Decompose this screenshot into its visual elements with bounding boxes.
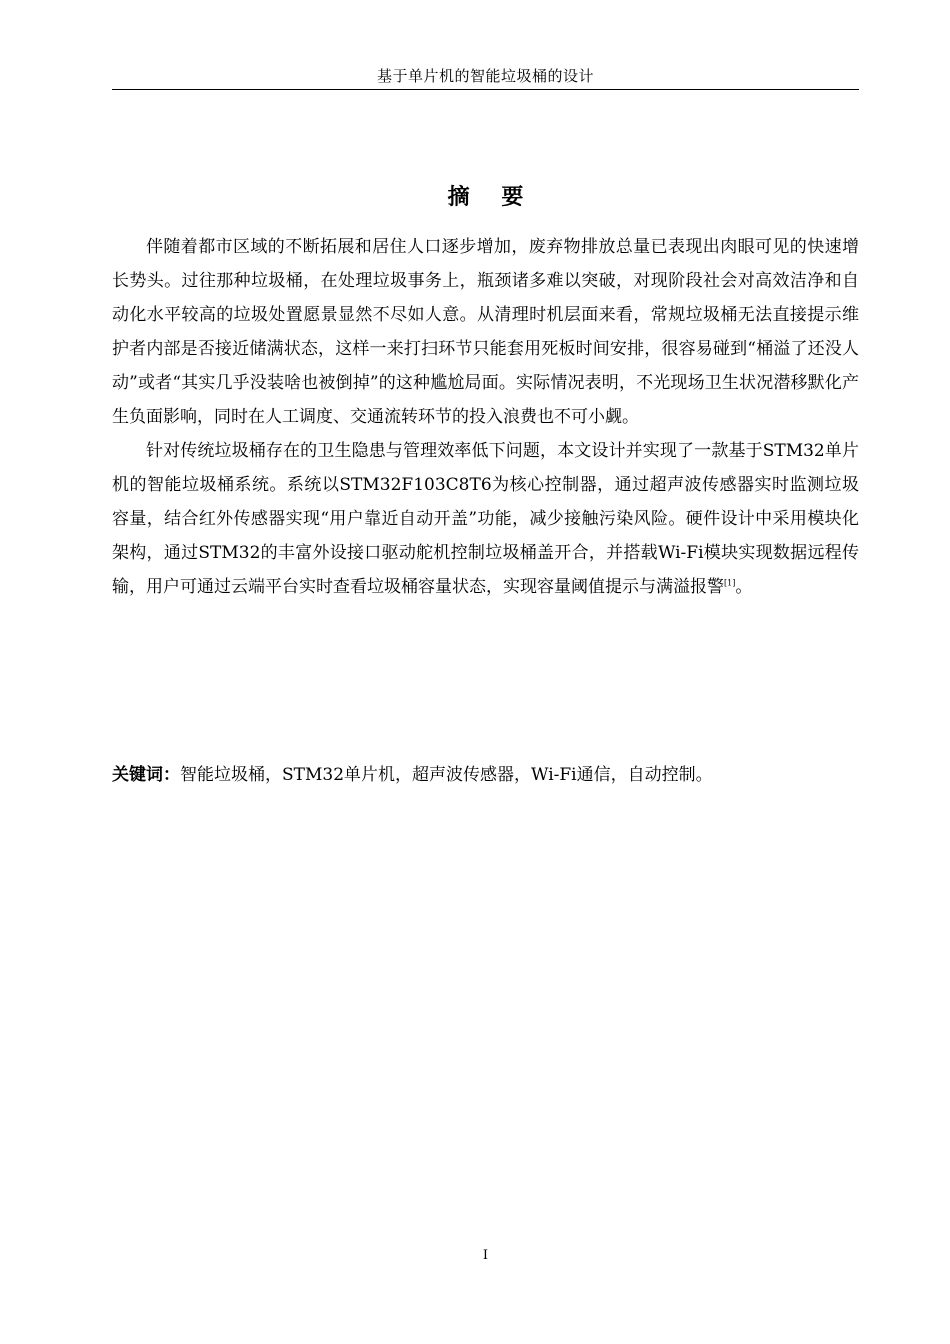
header-rule — [112, 89, 859, 90]
citation-reference: [1] — [724, 578, 736, 588]
keywords-text: 智能垃圾桶，STM32单片机，超声波传感器，Wi-Fi通信，自动控制。 — [180, 765, 713, 785]
abstract-paragraph-2 — [112, 434, 859, 604]
abstract-heading: 摘 要 — [447, 185, 536, 210]
keywords-label: 关键词： — [112, 765, 180, 785]
page-number: I — [482, 1248, 489, 1263]
keywords-line — [112, 762, 859, 788]
abstract-paragraph-1 — [112, 230, 859, 434]
abstract-body — [112, 230, 859, 604]
abstract-paragraph-2-text: 针对传统垃圾桶存在的卫生隐患与管理效率低下问题，本文设计并实现了一款基于STM32单片机的智能垃圾桶系统。系统以STM32F103C8T6为核心控制器，通过超声波传感器实时监测垃圾容量，结合红外传感器实现“用户靠近自动开盖”功能，减少接触污染风险。硬件设计中采用模块化架构，通过STM32的丰富外设接口驱动舵机控制垃圾桶盖开合，并搭载Wi-Fi模块实现数据远程传输，用户可通过云端平台实时查看垃圾桶容量状态，实现容量阈值提示与满溢报警 — [112, 441, 859, 597]
abstract-paragraph-2-end: 。 — [735, 577, 753, 597]
running-header: 基于单片机的智能垃圾桶的设计 — [376, 67, 594, 85]
abstract-paragraph-1-text: 伴随着都市区域的不断拓展和居住人口逐步增加，废弃物排放总量已表现出肉眼可见的快速增长势头。过往那种垃圾桶，在处理垃圾事务上，瓶颈诸多难以突破，对现阶段社会对高效洁净和自动化水平较高的垃圾处置愿景显然不尽如人意。从清理时机层面来看，常规垃圾桶无法直接提示维护者内部是否接近储满状态，这样一来打扫环节只能套用死板时间安排，很容易碰到“桶溢了还没人动”或者“其实几乎没装啥也被倒掉”的这种尴尬局面。实际情况表明，不光现场卫生状况潜移默化产生负面影响，同时在人工调度、交通流转环节的投入浪费也不可小觑。 — [112, 237, 859, 427]
